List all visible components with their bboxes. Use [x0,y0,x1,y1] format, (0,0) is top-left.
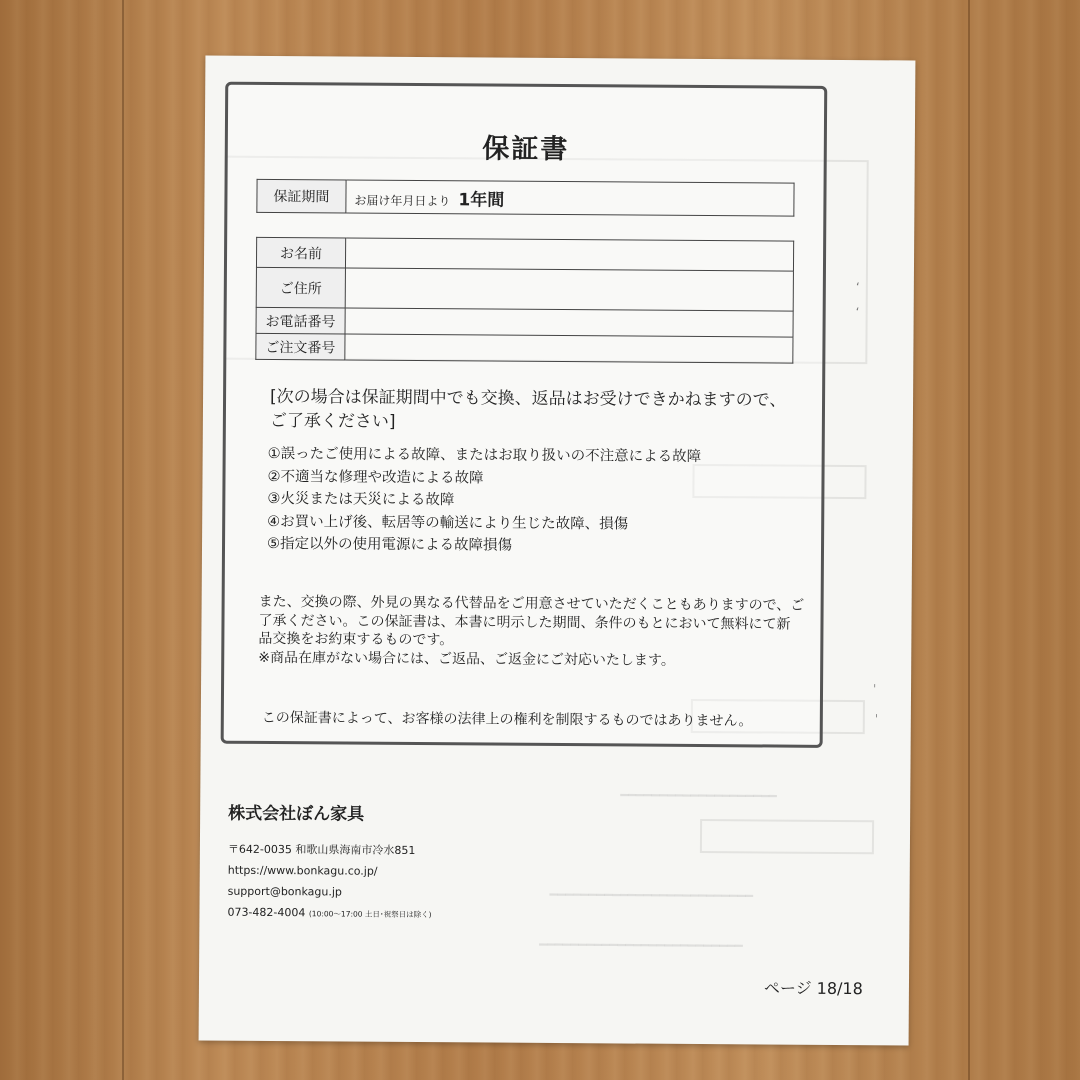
paragraph-line: 品交換をお約束するものです。 [258,630,454,649]
legal-rights-statement: この保証書によって、お客様の法律上の権利を制限するものではありません。 [261,709,753,730]
pencil-mark: ˈ [874,712,879,727]
show-through-mark: ━━━━━━━━━━━━━━━━━━━━━━━━━━ [539,937,743,955]
company-email[interactable]: support@bonkagu.jp [227,884,342,899]
exceptions-list [267,442,701,558]
phone-label: お電話番号 [256,307,345,334]
show-through-mark: ━━━━━━━━━━━━━━━━━━━━━━━━━━ [549,887,754,905]
wood-seam [122,0,124,1080]
business-hours: (10:00〜17:00 土日･祝祭日は除く) [308,909,432,920]
list-item: ①誤ったご使用による故障、またはお取り扱いの不注意による故障 [267,445,702,466]
exceptions-heading-line: [次の場合は保証期間中でも交換、返品はお受けできかねますので、 [269,386,787,411]
company-address: 〒642-0035 和歌山県海南市冷水851 [227,842,416,858]
order-number-label: ご注文番号 [256,333,345,360]
company-contact [227,839,432,925]
list-item: ⑤指定以外の使用電源による故障損傷 [266,535,513,554]
list-item: ③火災または天災による故障 [267,490,455,509]
document-title: 保証書 [482,133,570,166]
period-value-cell [346,180,794,216]
pencil-mark: ˈ [872,682,877,697]
order-number-field[interactable] [345,334,793,363]
company-name: 株式会社ぼん家具 [228,803,365,825]
address-label: ご住所 [256,267,345,308]
company-phone: 073-482-4004 [227,905,306,920]
warranty-frame [221,82,828,748]
warranty-sheet [199,56,916,1046]
list-item: ④お買い上げ後、転居等の輸送により生じた故障、損傷 [267,513,629,532]
company-url[interactable]: https://www.bonkagu.co.jp/ [227,863,378,878]
address-field[interactable] [345,268,793,311]
list-item: ②不適当な修理や改造による故障 [267,468,484,486]
paragraph-line: ※商品在庫がない場合には、ご返品、ご返金にご対応いたします。 [258,649,675,669]
pencil-mark: ‘ [855,280,860,295]
warranty-period-table [256,179,794,217]
pencil-mark: ‘ [855,305,860,320]
period-prefix: お届け年月日より [354,193,451,208]
page-number: ページ 18/18 [763,978,863,999]
paragraph-line: 了承ください。この保証書は、本書に明示した期間、条件のもとにおいて無料にて新 [258,612,791,633]
customer-info-table [255,237,794,364]
period-label: 保証期間 [257,179,346,213]
paragraph-line: また、交換の際、外見の異なる代替品をご用意させていただくこともありますので、ご [258,593,805,614]
replacement-paragraph [258,593,829,671]
name-field[interactable] [345,238,793,271]
exceptions-heading [270,385,787,437]
show-through-mark [700,819,874,854]
period-value: 1年間 [458,189,505,211]
show-through-mark: ━━━━━━━━━━━━━━━━━━━━ [620,788,777,805]
phone-field[interactable] [345,308,793,337]
wood-seam [968,0,970,1080]
name-label: お名前 [256,237,345,268]
company-phone-line [227,902,431,925]
exceptions-heading-line: ご了承ください] [269,410,396,432]
